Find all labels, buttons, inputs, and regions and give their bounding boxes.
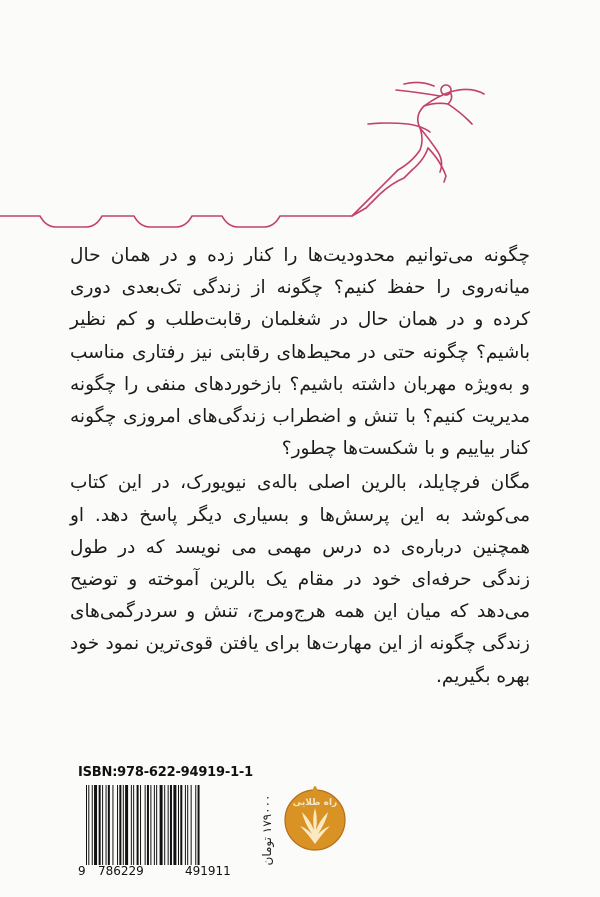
barcode-icon: [78, 785, 253, 865]
back-cover-blurb: [70, 240, 530, 693]
publisher-name: راه طلایی: [292, 798, 338, 808]
publisher-logo: [282, 772, 348, 860]
blurb-paragraph-2: مگان فرچایلد، بالرین اصلی باله‌ی نیویورک، در این کتاب می‌کوشد به این پرسش‌ها و بسیاری دیگر پاسخ دهد. او همچنین درباره‌ی ده درس مهمی می نویسد که در طول زندگی حرفه‌ای خود در مقام یک بالرین آموخته و توضیح می‌دهد که میان این همه هرج‌ومرج، تنش و سردرگمی‌های زندگی چگونه از این مهارت‌ها برای یافتن قوی‌ترین نمود خود بهره بگیریم.: [70, 472, 530, 687]
isbn-barcode: [78, 765, 253, 883]
ballerina-line-art-icon: [0, 0, 600, 260]
barcode-digit-group-2: 491911: [185, 864, 231, 878]
price-label: [256, 775, 278, 885]
barcode-digit-prefix: 9: [78, 864, 86, 878]
barcode-digit-group-1: 786229: [98, 864, 144, 878]
isbn-label: ISBN:978-622-94919-1-1: [78, 765, 253, 780]
price-text: ۱۷۹۰۰۰ تومان: [260, 794, 274, 866]
publisher-logo-icon: [282, 772, 348, 860]
blurb-paragraph-1: چگونه می‌توانیم محدودیت‌ها را کنار زده و در همان حال میانه‌روی را حفظ کنیم؟ چگونه از زندگی تک‌بعدی دوری کرده و در همان حال در شغلمان رقابت‌طلب و کم نظیر باشیم؟ چگونه حتی در محیط‌های رقابتی نیز رفتاری مناسب و به‌ویژه مهربان داشته باشیم؟ بازخوردهای منفی را چگونه مدیریت کنیم؟ با تنش و اضطراب زندگی‌های امروزی چگونه کنار بیاییم و با شکست‌ها چطور؟: [70, 245, 530, 460]
